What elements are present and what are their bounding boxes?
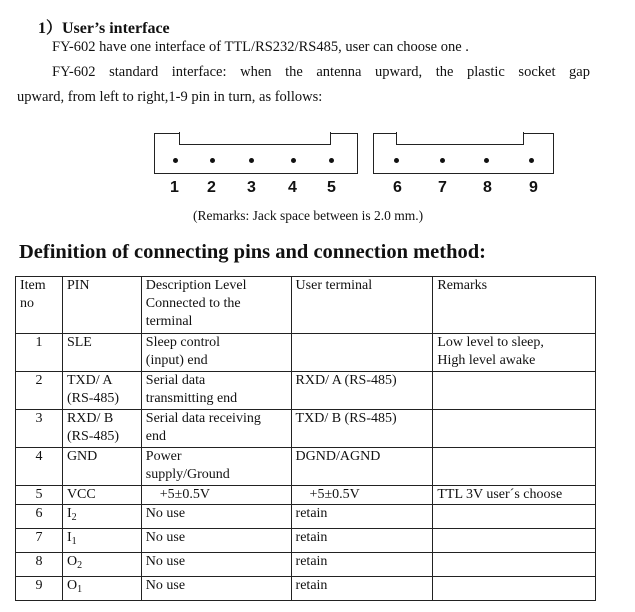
cell-remarks <box>433 529 596 553</box>
table-row <box>16 372 596 410</box>
cell-remarks: Low level to sleep, High level awake <box>433 334 596 372</box>
section-heading: 1）User’s interface <box>38 20 170 37</box>
pin-dot-1 <box>173 158 178 163</box>
cell-user-terminal: retain <box>291 505 433 529</box>
pin-number-2: 2 <box>207 179 216 196</box>
header-remarks: Remarks <box>433 277 596 334</box>
table-row <box>16 529 596 553</box>
pin-number-5: 5 <box>327 179 336 196</box>
cell-description: Power supply/Ground <box>141 448 291 486</box>
cell-user-terminal <box>291 334 433 372</box>
cell-pin: VCC <box>62 486 141 505</box>
pin-dot-2 <box>210 158 215 163</box>
cell-item: 8 <box>16 553 63 577</box>
cell-pin: SLE <box>62 334 141 372</box>
section-title: Definition of connecting pins and connection method: <box>19 241 486 263</box>
cell-item: 1 <box>16 334 63 372</box>
pin-number-3: 3 <box>247 179 256 196</box>
cell-remarks <box>433 410 596 448</box>
pin-dot-5 <box>329 158 334 163</box>
cell-description: Serial data transmitting end <box>141 372 291 410</box>
cell-remarks: TTL 3V user´s choose <box>433 486 596 505</box>
table-row <box>16 486 596 505</box>
cell-pin: $I_2$ <box>62 505 141 529</box>
connector-right <box>373 133 554 174</box>
cell-item: 6 <box>16 505 63 529</box>
cell-user-terminal: retain <box>291 577 433 601</box>
cell-item: 4 <box>16 448 63 486</box>
cell-remarks <box>433 372 596 410</box>
pin-dot-8 <box>484 158 489 163</box>
cell-user-terminal: DGND/AGND <box>291 448 433 486</box>
header-user-terminal: User terminal <box>291 277 433 334</box>
cell-user-terminal: +5±0.5V <box>291 486 433 505</box>
cell-item: 3 <box>16 410 63 448</box>
pin-dot-4 <box>291 158 296 163</box>
cell-item: 9 <box>16 577 63 601</box>
pin-number-1: 1 <box>170 179 179 196</box>
cell-item: 5 <box>16 486 63 505</box>
table-row <box>16 448 596 486</box>
pin-number-4: 4 <box>288 179 297 196</box>
pin-dot-7 <box>440 158 445 163</box>
cell-description: +5±0.5V <box>141 486 291 505</box>
cell-description: Sleep control (input) end <box>141 334 291 372</box>
header-description: Description Level Connected to the terminal <box>141 277 291 334</box>
pin-number-6: 6 <box>393 179 402 196</box>
cell-user-terminal: TXD/ B (RS-485) <box>291 410 433 448</box>
jack-spacing-remark: (Remarks: Jack space between is 2.0 mm.) <box>193 208 424 223</box>
table-row <box>16 410 596 448</box>
pin-dot-6 <box>394 158 399 163</box>
cell-description: Serial data receiving end <box>141 410 291 448</box>
cell-item: 7 <box>16 529 63 553</box>
pin-definition-table <box>15 276 596 601</box>
table-row <box>16 553 596 577</box>
pin-dot-9 <box>529 158 534 163</box>
intro-paragraph-2: FY-602 standard interface: when the antenna upward, the plastic socket gap <box>52 64 590 80</box>
cell-user-terminal: RXD/ A (RS-485) <box>291 372 433 410</box>
cell-description: No use <box>141 553 291 577</box>
cell-pin: $O_2$ <box>62 553 141 577</box>
cell-pin: GND <box>62 448 141 486</box>
table-header-row <box>16 277 596 334</box>
header-pin: PIN <box>62 277 141 334</box>
cell-remarks <box>433 448 596 486</box>
cell-pin: $I_1$ <box>62 529 141 553</box>
connector-left <box>154 133 358 174</box>
cell-description: No use <box>141 529 291 553</box>
cell-description: No use <box>141 505 291 529</box>
intro-paragraph-1: FY-602 have one interface of TTL/RS232/RS485, user can choose one . <box>52 39 469 55</box>
table-row <box>16 334 596 372</box>
pin-dot-3 <box>249 158 254 163</box>
connector-gap <box>396 132 524 145</box>
table-row <box>16 577 596 601</box>
pin-number-9: 9 <box>529 179 538 196</box>
connector-gap <box>179 132 331 145</box>
cell-description: No use <box>141 577 291 601</box>
cell-user-terminal: retain <box>291 529 433 553</box>
table-row <box>16 505 596 529</box>
intro-paragraph-3: upward, from left to right,1-9 pin in turn, as follows: <box>17 89 323 105</box>
cell-item: 2 <box>16 372 63 410</box>
pin-number-7: 7 <box>438 179 447 196</box>
cell-pin: TXD/ A (RS-485) <box>62 372 141 410</box>
pin-number-8: 8 <box>483 179 492 196</box>
cell-pin: $O_1$ <box>62 577 141 601</box>
cell-pin: RXD/ B (RS-485) <box>62 410 141 448</box>
cell-remarks <box>433 553 596 577</box>
cell-remarks <box>433 577 596 601</box>
header-item: Item no <box>16 277 63 334</box>
cell-remarks <box>433 505 596 529</box>
cell-user-terminal: retain <box>291 553 433 577</box>
